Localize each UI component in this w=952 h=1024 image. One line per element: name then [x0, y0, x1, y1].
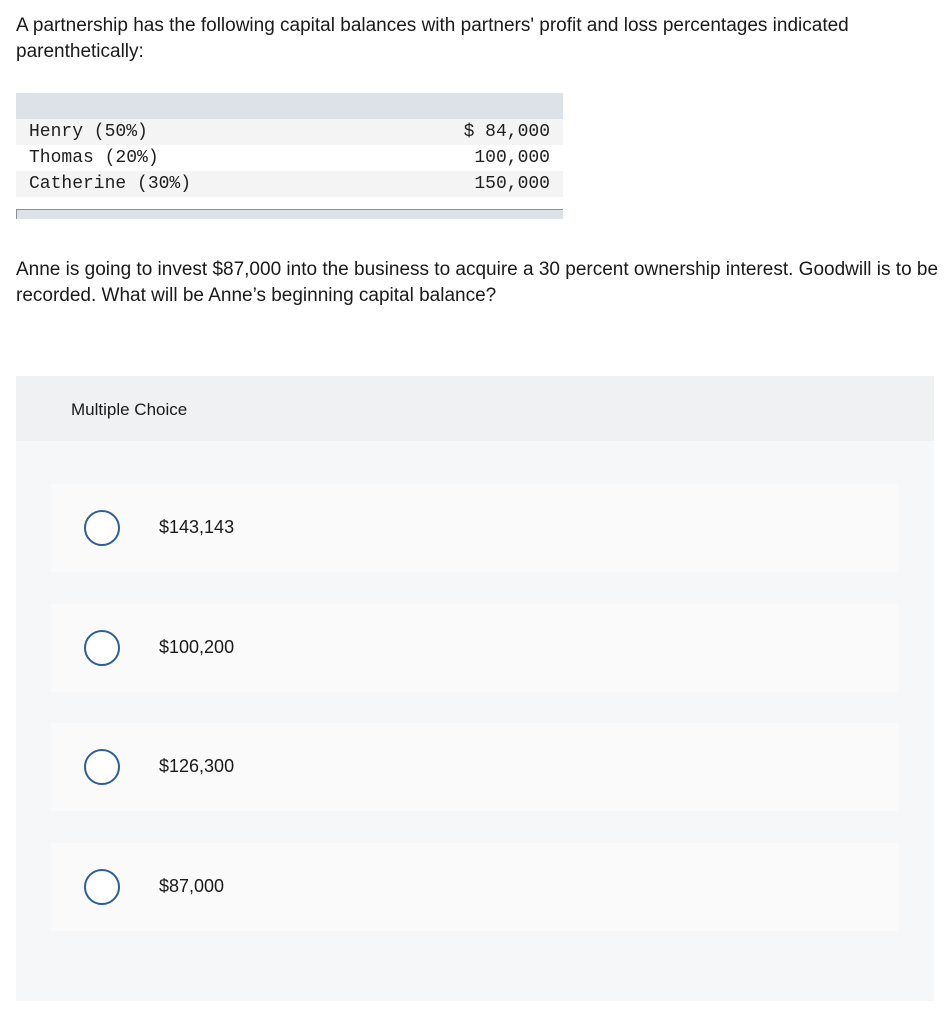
multiple-choice-header [16, 376, 934, 441]
partner-name: Thomas (20%) [29, 148, 159, 168]
partner-name: Catherine (30%) [29, 174, 192, 194]
radio-button-icon[interactable] [84, 630, 120, 666]
radio-button-icon[interactable] [84, 749, 120, 785]
table-row-catherine [16, 171, 563, 197]
table-footer-band [16, 209, 563, 219]
answer-option-label: $87,000 [159, 876, 225, 896]
partner-balance: 100,000 [474, 148, 550, 168]
capital-balances-table [16, 93, 563, 220]
partner-balance: $ 84,000 [463, 122, 550, 142]
table-header-band [16, 93, 563, 119]
multiple-choice-title: Multiple Choice [71, 400, 188, 419]
multiple-choice-panel [16, 376, 934, 1001]
intro-text: A partnership has the following capital balances with partners' profit and loss percentages indicated parenthetically: [16, 15, 849, 62]
answer-option-4[interactable] [51, 843, 899, 931]
answer-option-label: $126,300 [159, 756, 235, 776]
question-text: Anne is going to invest $87,000 into the business to acquire a 30 percent ownership interest. Goodwill is to be recorded. What will be Anne’s beginning capital balance? [16, 259, 939, 306]
radio-button-icon[interactable] [84, 869, 120, 905]
table-footer-divider [16, 209, 17, 219]
table-row-thomas [16, 145, 563, 171]
radio-button-icon[interactable] [84, 510, 120, 546]
answer-option-1[interactable] [51, 484, 899, 572]
table-row-henry [16, 119, 563, 145]
partner-balance: 150,000 [474, 174, 550, 194]
answer-option-label: $100,200 [159, 637, 235, 657]
partner-name: Henry (50%) [29, 122, 148, 142]
answer-option-2[interactable] [51, 604, 899, 692]
answer-option-3[interactable] [51, 723, 899, 811]
answer-option-label: $143,143 [159, 517, 235, 537]
